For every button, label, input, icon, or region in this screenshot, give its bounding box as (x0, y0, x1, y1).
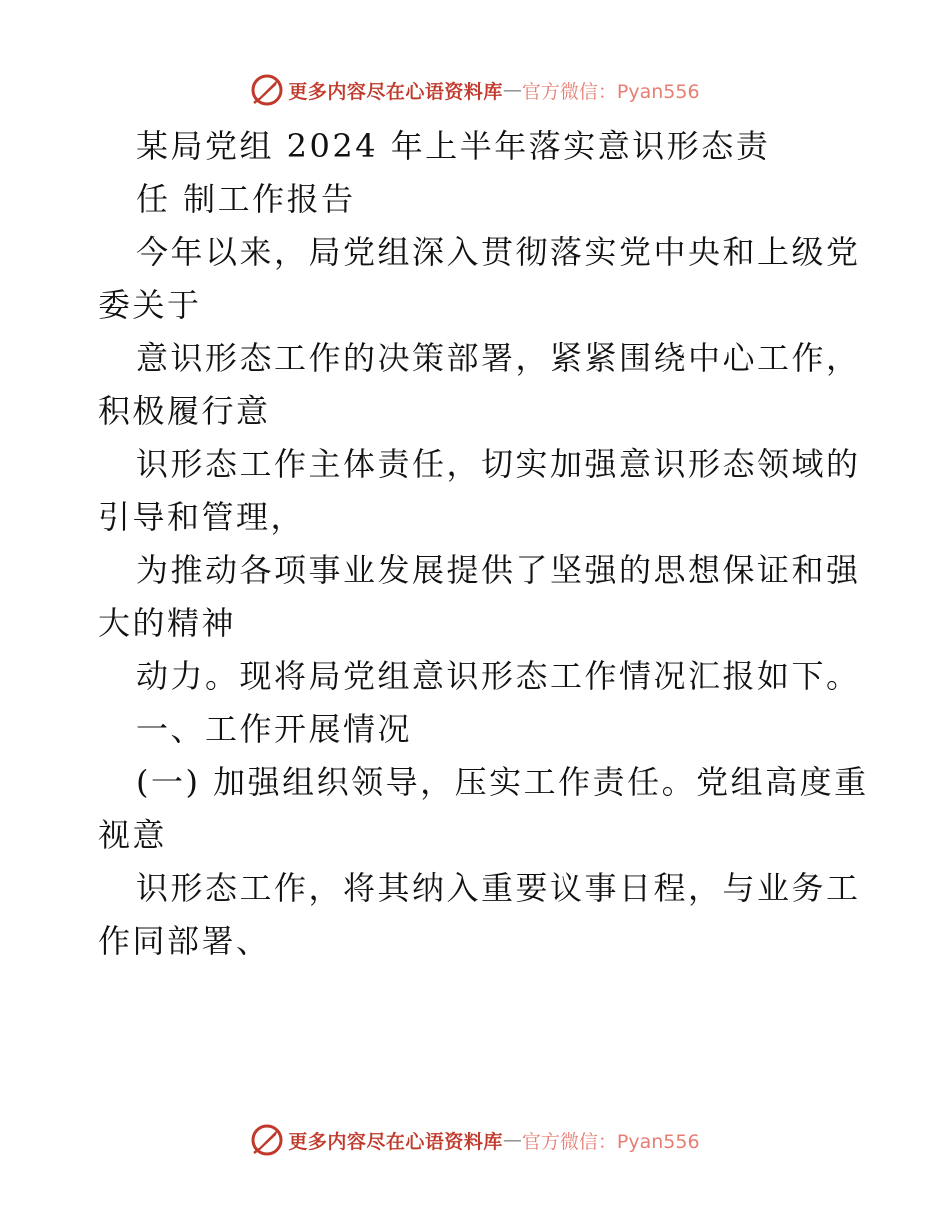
paragraph-line: 作同部署、 (98, 922, 271, 960)
quill-pen-circle-icon (250, 73, 284, 107)
paragraph-line: 大的精神 (98, 604, 237, 642)
paragraph-line: (一) 加强组织领导，压实工作责任。党组高度重 (136, 763, 869, 801)
paragraph-line: 识形态工作，将其纳入重要议事日程，与业务工 (136, 869, 861, 907)
document-body (98, 120, 869, 968)
paragraph-line: 识形态工作主体责任，切实加强意识形态领域的 (136, 445, 861, 483)
watermark-contact: 官方微信：Pyan556 (521, 1130, 700, 1153)
paragraph-line: 意识形态工作的决策部署，紧紧围绕中心工作， (136, 339, 861, 377)
paragraph-line: 今年以来，局党组深入贯彻落实党中央和上级党 (136, 233, 861, 271)
title-line-2: 任 制工作报告 (136, 180, 356, 218)
quill-pen-circle-icon (250, 1123, 284, 1157)
watermark-brand: 更多内容尽在心语资料库 (288, 80, 503, 103)
footer-watermark (0, 1120, 950, 1160)
watermark-separator: — (502, 79, 522, 101)
paragraph-line: 动力。现将局党组意识形态工作情况汇报如下。 (136, 657, 861, 695)
paragraph-line: 委关于 (98, 286, 202, 324)
header-watermark (0, 70, 950, 110)
paragraph-line: 引导和管理， (98, 498, 306, 536)
section-heading: 一、工作开展情况 (136, 710, 413, 748)
watermark-separator: — (502, 1129, 522, 1151)
paragraph-line: 为推动各项事业发展提供了坚强的思想保证和强 (136, 551, 861, 589)
title-line-1: 某局党组 2024 年上半年落实意识形态责 (136, 127, 771, 165)
paragraph-line: 视意 (98, 816, 168, 854)
watermark-contact: 官方微信：Pyan556 (521, 80, 700, 103)
watermark-brand: 更多内容尽在心语资料库 (288, 1130, 503, 1153)
paragraph-line: 积极履行意 (98, 392, 271, 430)
